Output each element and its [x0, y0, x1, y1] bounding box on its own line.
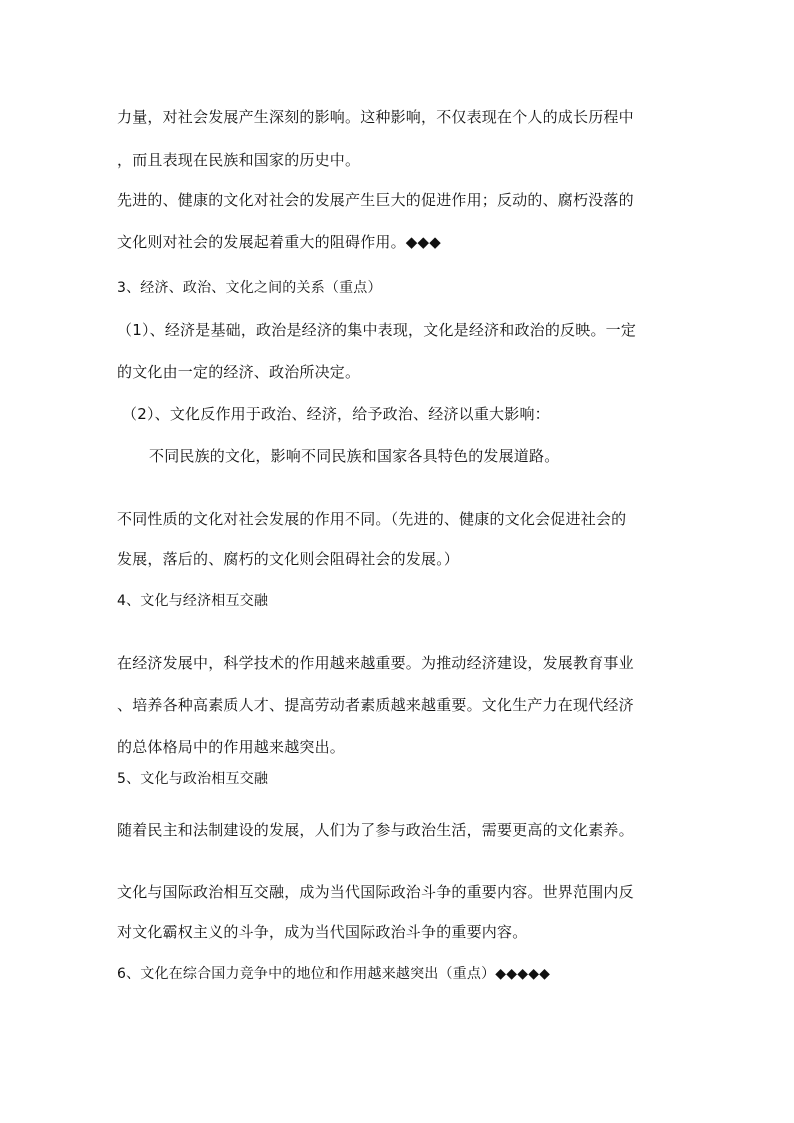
section-heading: 4、文化与经济相互交融 [117, 593, 269, 609]
text-line: 、培养各种高素质人才、提高劳动者素质越来越重要。文化生产力在现代经济 [117, 696, 634, 714]
text-line: 的文化由一定的经济、政治所决定。 [117, 363, 361, 381]
text-line: 力量，对社会发展产生深刻的影响。这种影响，不仅表现在个人的成长历程中 [117, 108, 634, 126]
text-line: 的总体格局中的作用越来越突出。 [117, 738, 346, 756]
text-line: 随着民主和法制建设的发展，人们为了参与政治生活，需要更高的文化素养。 [117, 821, 634, 839]
text-line: 先进的、健康的文化对社会的发展产生巨大的促进作用；反动的、腐朽没落的 [117, 191, 634, 209]
text-line: 对文化霸权主义的斗争，成为当代国际政治斗争的重要内容。 [117, 923, 528, 941]
section-heading: 5、文化与政治相互交融 [117, 771, 269, 787]
text-line: 不同民族的文化，影响不同民族和国家各具特色的发展道路。 [149, 447, 560, 465]
text-line: 在经济发展中，科学技术的作用越来越重要。为推动经济建设，发展教育事业 [117, 654, 634, 672]
text-line: 发展，落后的、腐朽的文化则会阻碍社会的发展。） [117, 550, 460, 568]
text-line: （1）、经济是基础，政治是经济的集中表现，文化是经济和政治的反映。一定 [117, 321, 637, 339]
text-line: （2）、文化反作用于政治、经济，给予政治、经济以重大影响： [122, 405, 550, 423]
text-line: 文化则对社会的发展起着重大的阻碍作用。◆◆◆ [117, 233, 442, 251]
section-heading: 6、文化在综合国力竞争中的地位和作用越来越突出（重点）◆◆◆◆◆ [117, 966, 551, 982]
text-line: 不同性质的文化对社会发展的作用不同。（先进的、健康的文化会促进社会的 [117, 510, 627, 528]
section-heading: 3、经济、政治、文化之间的关系（重点） [117, 280, 382, 296]
text-line: 文化与国际政治相互交融，成为当代国际政治斗争的重要内容。世界范围内反 [117, 883, 634, 901]
text-line: ，而且表现在民族和国家的历史中。 [117, 151, 361, 169]
